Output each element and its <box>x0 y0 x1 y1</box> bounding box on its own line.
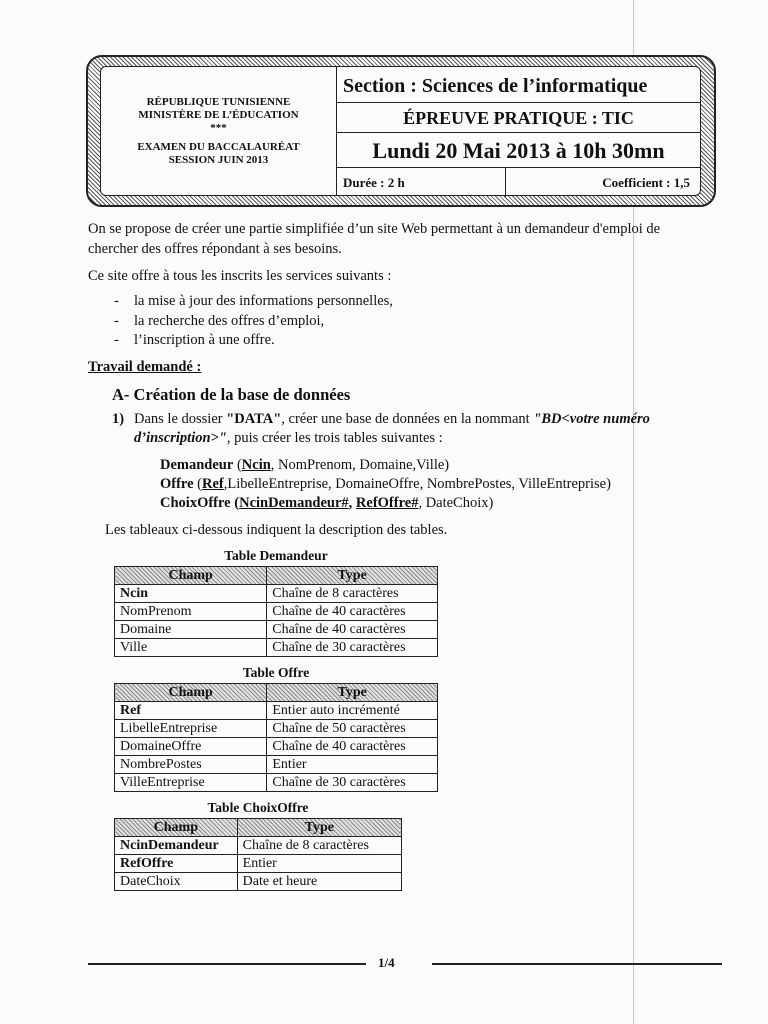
list-item: - la mise à jour des informations personnelles, <box>114 292 393 312</box>
list-item: - la recherche des offres d’emploi, <box>114 312 393 332</box>
schema-primary-key: Ncin <box>241 457 271 473</box>
col-header-type: Type <box>237 819 401 837</box>
tables-intro: Les tableaux ci-dessous indiquent la description des tables. <box>105 522 448 538</box>
header-duration-row <box>337 168 700 197</box>
table-row <box>115 774 438 792</box>
field-type: Chaîne de 8 caractères <box>267 585 438 603</box>
schema-open: ( <box>193 476 203 492</box>
services-intro: Ce site offre à tous les inscrits les services suivants : <box>88 268 392 284</box>
q1-text-b: , créer une base de données en la nommant <box>281 411 534 427</box>
table-row <box>115 720 438 738</box>
travail-demande-heading: Travail demandé : <box>88 359 202 375</box>
intro-line-2: chercher des offres répondant à ses besoins. <box>88 241 342 257</box>
schema-open: ( <box>233 457 242 473</box>
table-choixoffre <box>114 818 402 891</box>
header-divider <box>505 168 506 197</box>
schema-table-name: ChoixOffre <box>160 495 231 511</box>
table-demandeur <box>114 566 438 657</box>
field-name: VilleEntreprise <box>115 774 267 792</box>
schema-demandeur <box>160 456 611 475</box>
table-row <box>115 837 402 855</box>
table-row <box>115 639 438 657</box>
field-name: NombrePostes <box>115 756 267 774</box>
table-row <box>115 621 438 639</box>
q1-db-name-2: d’inscription>" <box>134 430 227 446</box>
relational-schemas <box>160 456 611 513</box>
field-type: Entier <box>267 756 438 774</box>
field-type: Chaîne de 50 caractères <box>267 720 438 738</box>
field-name: Domaine <box>115 621 267 639</box>
schema-offre <box>160 475 611 494</box>
field-name: Ref <box>115 702 267 720</box>
page-number: 1/4 <box>378 955 395 970</box>
field-name: Ville <box>115 639 267 657</box>
table-demandeur-caption: Table Demandeur <box>224 548 328 563</box>
table-row <box>115 603 438 621</box>
schema-fields: , DateChoix) <box>418 495 494 511</box>
header-epreuve: ÉPREUVE PRATIQUE : TIC <box>337 103 700 133</box>
table-row <box>115 702 438 720</box>
header-exam: EXAMEN DU BACCALAURÉAT <box>137 141 300 153</box>
schema-table-name: Demandeur <box>160 457 234 473</box>
field-name: NcinDemandeur <box>115 837 238 855</box>
field-name: Ncin <box>115 585 267 603</box>
table-row <box>115 873 402 891</box>
col-header-champ: Champ <box>115 819 238 837</box>
schema-fields: , NomPrenom, Domaine,Ville) <box>270 457 450 473</box>
q1-data-folder: "DATA" <box>226 411 282 427</box>
q1-text-c: , puis créer les trois tables suivantes : <box>226 430 443 446</box>
header-date: Lundi 20 Mai 2013 à 10h 30mn <box>337 133 700 168</box>
intro-line-1: On se propose de créer une partie simplifiée d’un site Web permettant à un demandeur d'emploi de <box>88 221 661 237</box>
field-type: Chaîne de 40 caractères <box>267 621 438 639</box>
header-country: RÉPUBLIQUE TUNISIENNE <box>146 96 291 108</box>
field-name: DomaineOffre <box>115 738 267 756</box>
exam-header <box>100 66 701 196</box>
schema-choixoffre <box>160 494 611 513</box>
schema-primary-key: Ref <box>202 476 224 492</box>
table-row <box>115 585 438 603</box>
header-session: SESSION JUIN 2013 <box>168 154 269 166</box>
field-type: Entier <box>237 855 401 873</box>
question-number: 1) <box>112 411 125 427</box>
field-type: Entier auto incrémenté <box>267 702 438 720</box>
footer-rule-left <box>88 963 366 965</box>
schema-fields: ,LibelleEntreprise, DomaineOffre, NombrePostes, VilleEntreprise) <box>223 476 611 492</box>
table-row <box>115 738 438 756</box>
header-duree: Durée : 2 h <box>343 175 405 190</box>
schema-table-name: Offre <box>160 476 194 492</box>
table-row <box>115 756 438 774</box>
header-coefficient: Coefficient : 1,5 <box>602 175 690 190</box>
list-item: - l’inscription à une offre. <box>114 331 393 351</box>
field-type: Chaîne de 40 caractères <box>267 738 438 756</box>
schema-primary-key: RefOffre# <box>355 495 419 511</box>
table-choixoffre-caption: Table ChoixOffre <box>207 800 309 815</box>
footer-rule-right <box>432 963 722 965</box>
header-ministry: MINISTÈRE DE L’ÉDUCATION <box>138 109 299 121</box>
q1-db-name-1: "BD<votre numéro <box>533 411 650 427</box>
field-type: Chaîne de 30 caractères <box>267 774 438 792</box>
services-list <box>114 292 393 351</box>
q1-text-a: Dans le dossier <box>134 411 227 427</box>
field-type: Chaîne de 8 caractères <box>237 837 401 855</box>
col-header-type: Type <box>267 684 438 702</box>
schema-primary-key: NcinDemandeur# <box>239 495 349 511</box>
schema-open: ( <box>230 495 240 511</box>
table-row <box>115 855 402 873</box>
table-offre-caption: Table Offre <box>242 665 310 680</box>
header-section: Section : Sciences de l’informatique <box>337 67 700 103</box>
header-ministry-block <box>101 67 337 195</box>
section-a-heading: A- Création de la base de données <box>112 385 351 404</box>
col-header-champ: Champ <box>115 684 267 702</box>
schema-sep: , <box>348 495 356 511</box>
field-type: Chaîne de 30 caractères <box>267 639 438 657</box>
field-name: DateChoix <box>115 873 238 891</box>
table-offre <box>114 683 438 792</box>
field-type: Date et heure <box>237 873 401 891</box>
col-header-type: Type <box>267 567 438 585</box>
field-type: Chaîne de 40 caractères <box>267 603 438 621</box>
header-stars: *** <box>210 122 227 134</box>
field-name: LibelleEntreprise <box>115 720 267 738</box>
header-info-block <box>337 67 700 195</box>
col-header-champ: Champ <box>115 567 267 585</box>
field-name: RefOffre <box>115 855 238 873</box>
field-name: NomPrenom <box>115 603 267 621</box>
question-1 <box>112 410 716 448</box>
